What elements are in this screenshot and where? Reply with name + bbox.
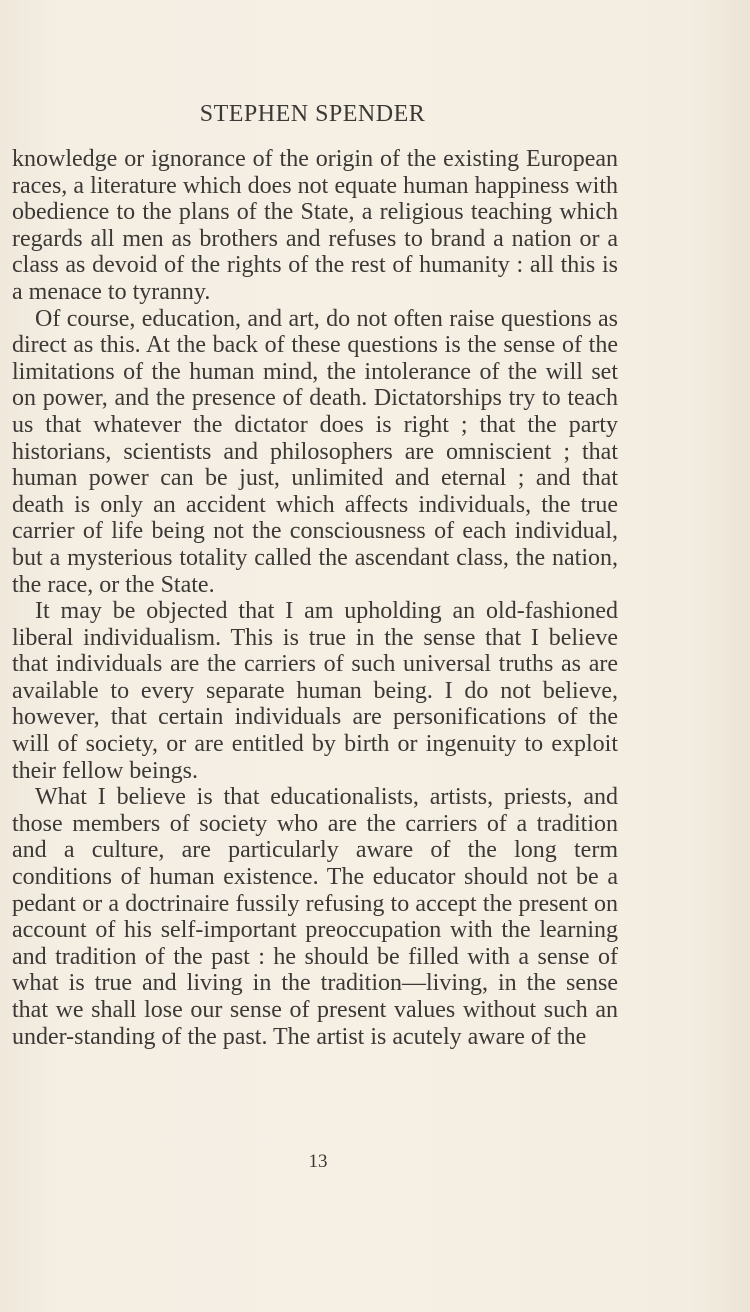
paragraph-2: Of course, education, and art, do not often raise questions as direct as this. At the back of these questions is the sense of the limitations of the human mind, the intolerance of the will set on power, and the presence of death. Dictatorships try to teach us that whatever the dictator does is right ; that the party historians, scientists and philosophers are omniscient ; that human power can be just, unlimited and eternal ; and that death is only an accident which affects individuals, the true carrier of life being not the consciousness of each individual, but a mysterious totality called the ascendant class, the nation, the race, or the State.: [12, 305, 618, 598]
running-head: STEPHEN SPENDER: [199, 101, 426, 127]
paragraph-1: knowledge or ignorance of the origin of the existing European races, a literature which does not equate human happiness with obedience to the plans of the State, a religious teaching which regards all men as brothers and refuses to brand a nation or a class as devoid of the rights of the rest of humanity : all this is a menace to tyranny.: [12, 146, 618, 305]
body-text: [12, 146, 618, 1050]
page-number: 13: [308, 1151, 328, 1172]
paragraph-4: What I believe is that educationalists, artists, priests, and those members of society who are the carriers of a tradition and a culture, are particularly aware of the long term conditions of human existence. The educator should not be a pedant or a doctrinaire fussily refusing to accept the present on account of his self-important preoccupation with the learning and tradition of the past : he should be filled with a sense of what is true and living in the tradition—living, in the sense that we shall lose our sense of present values without such an under-standing of the past. The artist is acutely aware of the: [12, 784, 618, 1050]
paragraph-3: It may be objected that I am upholding an old-fashioned liberal individualism. This is true in the sense that I believe that individuals are the carriers of such universal truths as are available to every separate human being. I do not believe, however, that certain individuals are personifications of the will of society, or are entitled by birth or ingenuity to exploit their fellow beings.: [12, 598, 618, 784]
